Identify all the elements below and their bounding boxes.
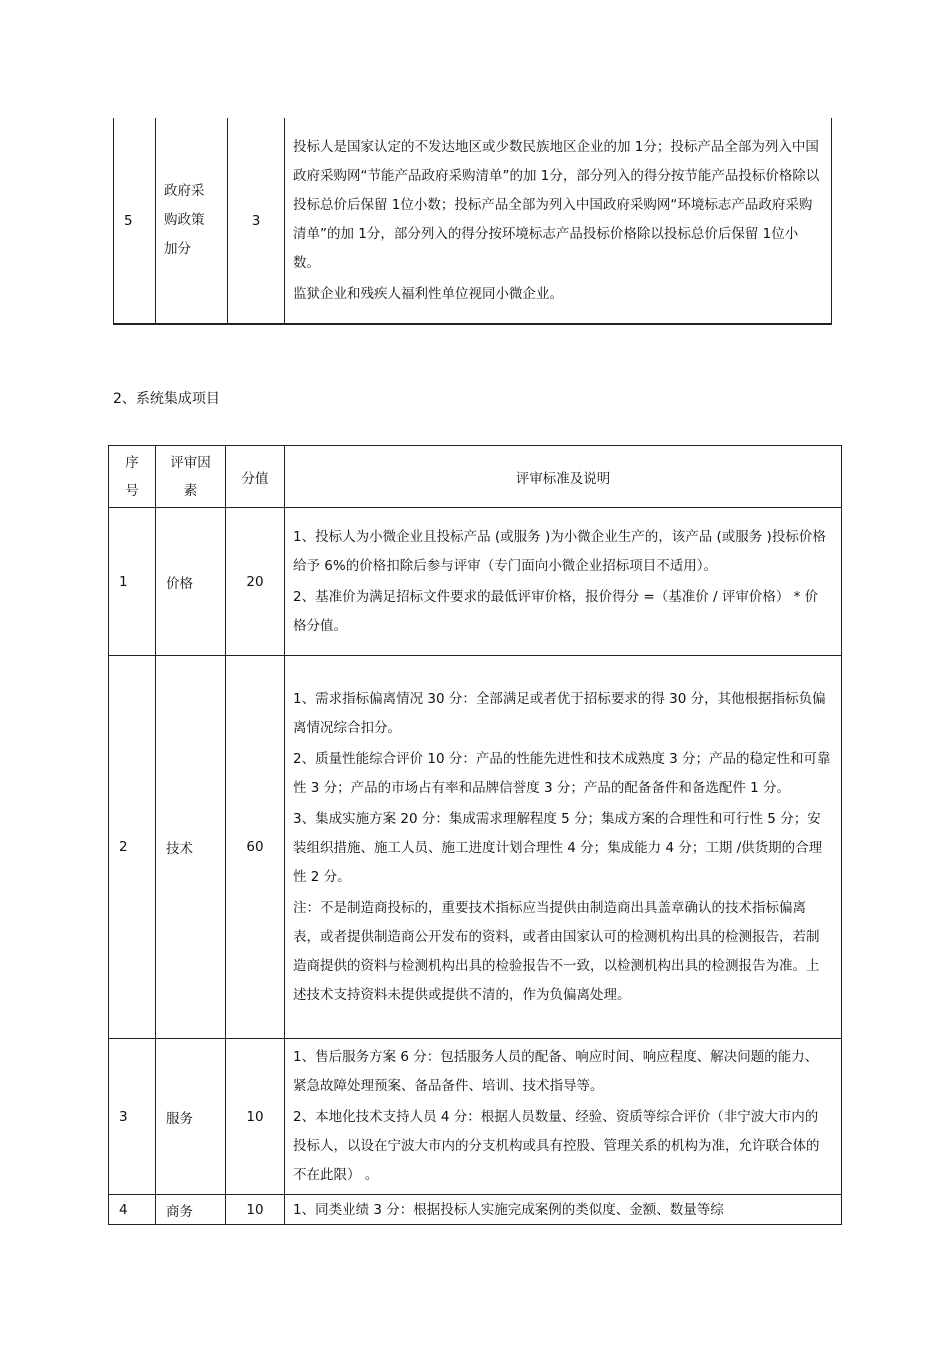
factor-line: 加分 [164, 241, 191, 257]
criteria-paragraph: 2、质量性能综合评价 10 分：产品的性能先进性和技术成熟度 3 分；产品的稳定性和可靠性 3 分；产品的市场占有率和品牌信誉度 3 分；产品的配备备件和备选配件 1 分。 [293, 750, 831, 796]
criteria-paragraph: 3、集成实施方案 20 分：集成需求理解程度 5 分；集成方案的合理性和可行性 5 分；安装组织措施、施工人员、施工进度计划合理性 4 分；集成能力 4 分；工期 /供货期的合理性 2 分。 [293, 810, 823, 885]
factor-line: 购政策 [164, 212, 205, 228]
criteria-paragraph: 1、需求指标偏离情况 30 分：全部满足或者优于招标要求的得 30 分，其他根据指标负偏离情况综合扣分。 [293, 690, 826, 736]
section-heading: 2、系统集成项目 [113, 391, 220, 407]
row-factor: 商务 [156, 1195, 226, 1225]
header-num [109, 446, 156, 508]
scoring-table [108, 445, 842, 1225]
row-factor: 价格 [156, 508, 226, 656]
row-factor: 技术 [156, 656, 226, 1039]
description-paragraph: 监狱企业和残疾人福利性单位视同小微企业。 [293, 285, 563, 302]
criteria-paragraph: 注：不是制造商投标的，重要技术指标应当提供由制造商出具盖章确认的技术指标偏离表，或者提供制造商公开发布的资料，或者由国家认可的检测机构出具的检测报告，若制造商提供的资料与检测机构出具的检验报告不一致，以检测机构出具的检测报告为准。上述技术支持资料未提供或提供不清的，作为负偏离处理。 [293, 899, 820, 1003]
header-line: 素 [183, 482, 198, 499]
table-header-row [109, 446, 842, 508]
row-criteria [285, 508, 842, 656]
row-number: 1 [109, 508, 156, 656]
row-criteria [285, 656, 842, 1039]
row-criteria [285, 1195, 842, 1225]
header-line: 评审因 [170, 454, 211, 471]
table-row [114, 118, 832, 324]
row-number: 4 [109, 1195, 156, 1225]
row-description [285, 118, 832, 324]
header-score: 分值 [226, 446, 285, 508]
criteria-paragraph: 2、本地化技术支持人员 4 分：根据人员数量、经验、资质等综合评价（非宁波大市内的投标人，以设在宁波大市内的分支机构或具有控股、管理关系的机构为准，允许联合体的不在此限） 。 [293, 1109, 820, 1183]
header-criteria: 评审标准及说明 [285, 446, 842, 508]
header-factor [156, 446, 226, 508]
row-factor [156, 118, 228, 324]
description-paragraph: 投标人是国家认定的不发达地区或少数民族地区企业的加 1分；投标产品全部为列入中国政府采购网“节能产品政府采购清单”的加 1分，部分列入的得分按节能产品投标价格除以投标总价后保留 1位小数；投标产品全部为列入中国政府采购网“环境标志产品政府采购清单”的加 1分，部分列入的得分按环境标志产品投标价格除以投标总价后保留 1位小数。 [293, 138, 820, 271]
header-line: 号 [125, 482, 139, 499]
row-number: 3 [109, 1039, 156, 1195]
row-score: 3 [228, 118, 285, 324]
header-line: 序 [125, 454, 139, 471]
table-row [109, 1039, 842, 1195]
row-score: 20 [226, 508, 285, 656]
criteria-paragraph: 1、售后服务方案 6 分：包括服务人员的配备、响应时间、响应程度、解决问题的能力、紧急故障处理预案、备品备件、培训、技术指导等。 [293, 1049, 819, 1094]
row-score: 10 [226, 1195, 285, 1225]
criteria-paragraph: 1、同类业绩 3 分：根据投标人实施完成案例的类似度、金额、数量等综 [293, 1201, 724, 1218]
scoring-table-continued [113, 118, 832, 325]
criteria-paragraph: 2、基准价为满足招标文件要求的最低评审价格，报价得分 =（基准价 / 评审价格） * 价格分值。 [293, 588, 819, 634]
table-row [109, 656, 842, 1039]
row-number: 2 [109, 656, 156, 1039]
table-row [109, 1195, 842, 1225]
row-number: 5 [114, 118, 156, 324]
criteria-paragraph: 1、投标人为小微企业且投标产品 (或服务 )为小微企业生产的，该产品 (或服务 )投标价格给予 6%的价格扣除后参与评审（专门面向小微企业招标项目不适用）。 [293, 528, 826, 574]
row-factor: 服务 [156, 1039, 226, 1195]
row-score: 10 [226, 1039, 285, 1195]
factor-line: 政府采 [164, 183, 205, 199]
table-row [109, 508, 842, 656]
row-criteria [285, 1039, 842, 1195]
row-score: 60 [226, 656, 285, 1039]
